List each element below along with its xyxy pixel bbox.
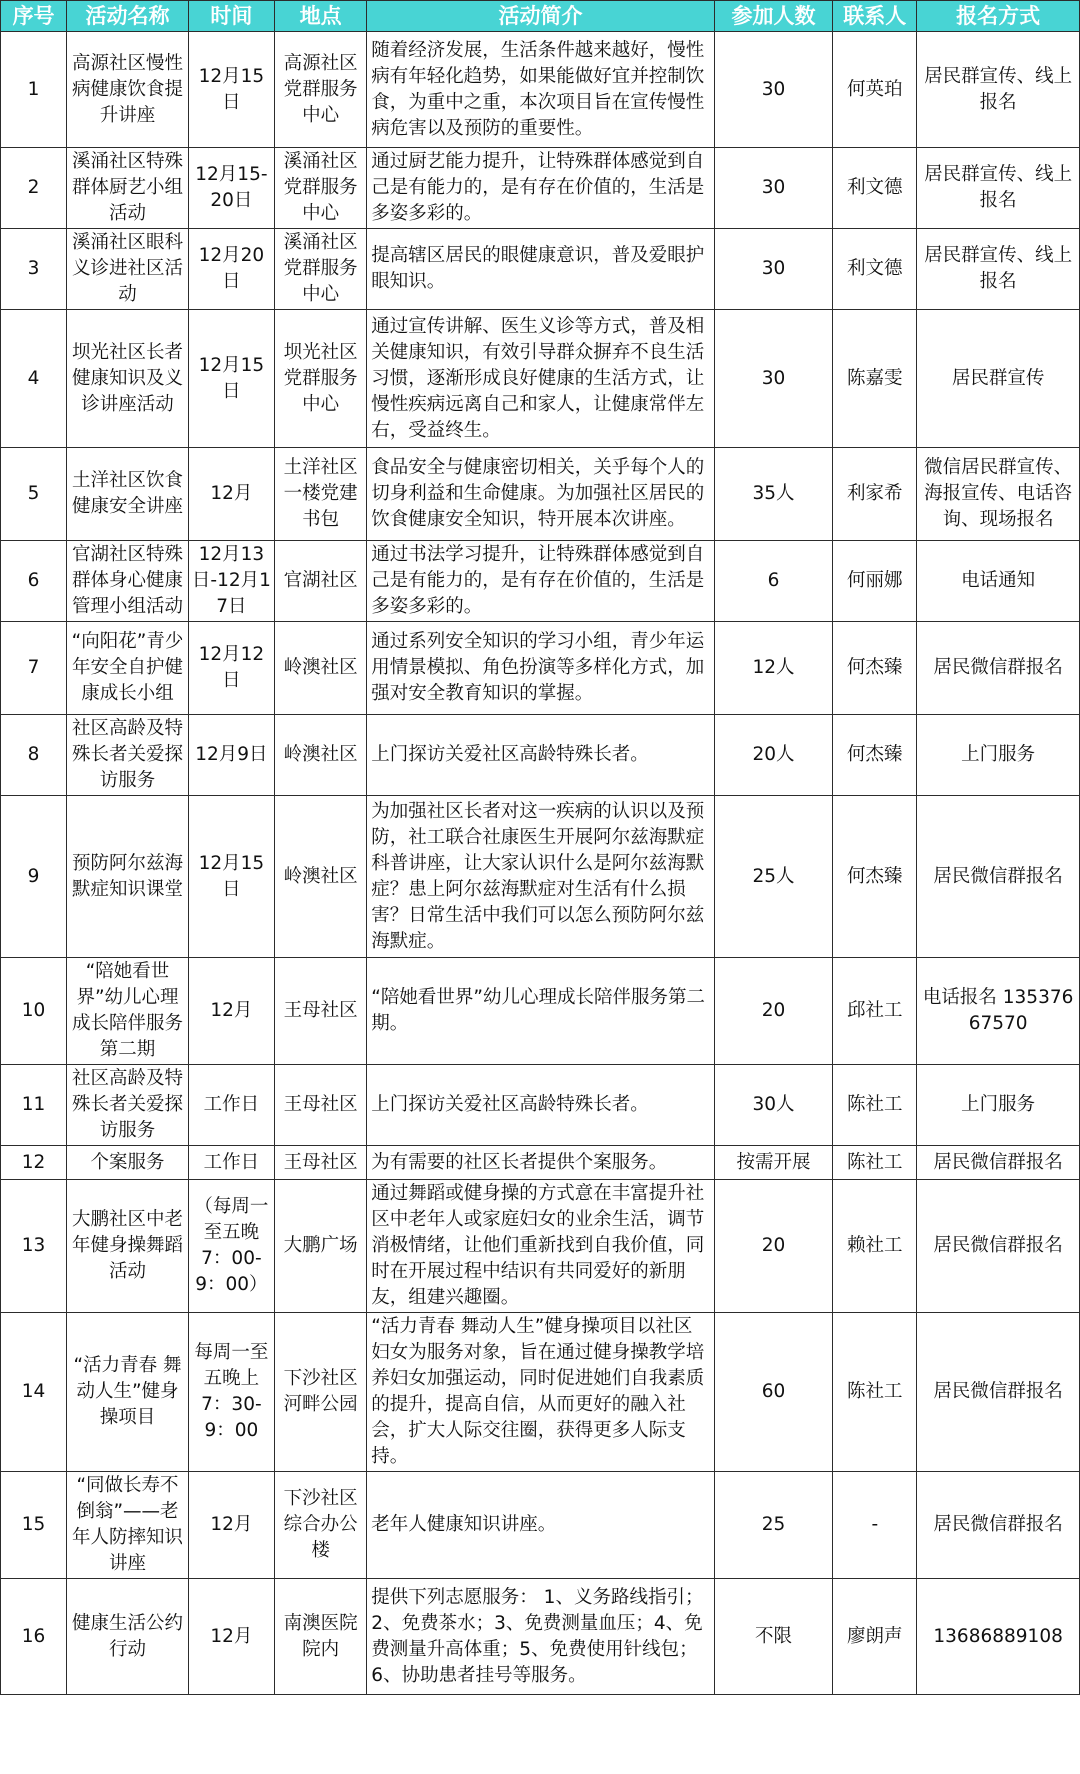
- cell-contact: 陈社工: [833, 1146, 917, 1180]
- cell-no: 7: [1, 622, 67, 715]
- cell-intro: 随着经济发展，生活条件越来越好，慢性病有年轻化趋势，如果能做好宜并控制饮食，为重中之重，本次项目旨在宣传慢性病危害以及预防的重要性。: [367, 32, 714, 148]
- table-row: [1, 958, 1080, 1065]
- cell-count: 20: [714, 1180, 833, 1313]
- cell-name: 健康生活公约行动: [67, 1579, 189, 1695]
- table-row: [1, 715, 1080, 796]
- cell-time: 12月13日-12月17日: [188, 541, 274, 622]
- cell-time: （每周一至五晚7：00-9：00）: [188, 1180, 274, 1313]
- cell-no: 3: [1, 229, 67, 310]
- cell-name: “活力青春 舞动人生”健身操项目: [67, 1313, 189, 1472]
- cell-signup: 居民微信群报名: [917, 796, 1080, 958]
- cell-count: 20人: [714, 715, 833, 796]
- col-header-count: 参加人数: [714, 1, 833, 32]
- cell-signup: 居民微信群报名: [917, 1146, 1080, 1180]
- cell-contact: -: [833, 1472, 917, 1579]
- cell-count: 25人: [714, 796, 833, 958]
- cell-intro: 通过宣传讲解、医生义诊等方式，普及相关健康知识，有效引导群众摒弃不良生活习惯，逐渐形成良好健康的生活方式，让慢性疾病远离自己和家人，让健康常伴左右，受益终生。: [367, 310, 714, 448]
- cell-signup: 上门服务: [917, 715, 1080, 796]
- cell-no: 2: [1, 148, 67, 229]
- cell-name: 坝光社区长者健康知识及义诊讲座活动: [67, 310, 189, 448]
- cell-count: 20: [714, 958, 833, 1065]
- table-body: [1, 32, 1080, 1695]
- cell-intro: 为加强社区长者对这一疾病的认识以及预防，社工联合社康医生开展阿尔兹海默症科普讲座，让大家认识什么是阿尔兹海默症？患上阿尔兹海默症对生活有什么损害？日常生活中我们可以怎么预防阿尔兹海默症。: [367, 796, 714, 958]
- cell-count: 30: [714, 148, 833, 229]
- cell-no: 6: [1, 541, 67, 622]
- col-header-contact: 联系人: [833, 1, 917, 32]
- cell-signup: 居民微信群报名: [917, 1180, 1080, 1313]
- cell-name: 预防阿尔兹海默症知识课堂: [67, 796, 189, 958]
- col-header-place: 地点: [274, 1, 366, 32]
- cell-no: 15: [1, 1472, 67, 1579]
- cell-place: 坝光社区党群服务中心: [274, 310, 366, 448]
- cell-signup: 居民微信群报名: [917, 622, 1080, 715]
- table-row: [1, 622, 1080, 715]
- cell-place: 岭澳社区: [274, 715, 366, 796]
- cell-place: 高源社区党群服务中心: [274, 32, 366, 148]
- cell-signup: 电话报名 13537667570: [917, 958, 1080, 1065]
- cell-name: 溪涌社区眼科义诊进社区活动: [67, 229, 189, 310]
- cell-place: 大鹏广场: [274, 1180, 366, 1313]
- table-row: [1, 148, 1080, 229]
- table-row: [1, 448, 1080, 541]
- cell-count: 25: [714, 1472, 833, 1579]
- table-header-row: [1, 1, 1080, 32]
- cell-no: 11: [1, 1065, 67, 1146]
- cell-intro: 通过厨艺能力提升，让特殊群体感觉到自己是有能力的，是有存在价值的，生活是多姿多彩的。: [367, 148, 714, 229]
- cell-contact: 陈社工: [833, 1313, 917, 1472]
- cell-count: 6: [714, 541, 833, 622]
- table-row: [1, 1313, 1080, 1472]
- cell-count: 30人: [714, 1065, 833, 1146]
- cell-intro: “陪她看世界”幼儿心理成长陪伴服务第二期。: [367, 958, 714, 1065]
- cell-place: 南澳医院院内: [274, 1579, 366, 1695]
- table-row: [1, 310, 1080, 448]
- cell-name: “陪她看世界”幼儿心理成长陪伴服务第二期: [67, 958, 189, 1065]
- cell-intro: 提供下列志愿服务： 1、义务路线指引；2、免费茶水；3、免费测量血压；4、免费测量升高体重；5、免费使用针线包；6、协助患者挂号等服务。: [367, 1579, 714, 1695]
- cell-signup: 居民微信群报名: [917, 1313, 1080, 1472]
- cell-contact: 陈嘉雯: [833, 310, 917, 448]
- cell-no: 1: [1, 32, 67, 148]
- cell-signup: 居民群宣传: [917, 310, 1080, 448]
- table-row: [1, 32, 1080, 148]
- cell-signup: 居民群宣传、线上报名: [917, 229, 1080, 310]
- cell-count: 30: [714, 229, 833, 310]
- cell-count: 60: [714, 1313, 833, 1472]
- cell-intro: 上门探访关爱社区高龄特殊长者。: [367, 1065, 714, 1146]
- cell-no: 8: [1, 715, 67, 796]
- table-row: [1, 1146, 1080, 1180]
- cell-name: 社区高龄及特殊长者关爱探访服务: [67, 715, 189, 796]
- cell-intro: 通过舞蹈或健身操的方式意在丰富提升社区中老年人或家庭妇女的业余生活，调节消极情绪，让他们重新找到自我价值，同时在开展过程中结识有共同爱好的新朋友，组建兴趣圈。: [367, 1180, 714, 1313]
- cell-count: 不限: [714, 1579, 833, 1695]
- cell-place: 王母社区: [274, 1065, 366, 1146]
- cell-name: 官湖社区特殊群体身心健康管理小组活动: [67, 541, 189, 622]
- cell-time: 12月: [188, 958, 274, 1065]
- cell-contact: 廖朗声: [833, 1579, 917, 1695]
- cell-intro: 提高辖区居民的眼健康意识，普及爱眼护眼知识。: [367, 229, 714, 310]
- cell-contact: 邱社工: [833, 958, 917, 1065]
- cell-place: 官湖社区: [274, 541, 366, 622]
- cell-count: 30: [714, 32, 833, 148]
- cell-place: 下沙社区综合办公楼: [274, 1472, 366, 1579]
- table-row: [1, 229, 1080, 310]
- cell-time: 12月20日: [188, 229, 274, 310]
- cell-contact: 何英珀: [833, 32, 917, 148]
- cell-name: 个案服务: [67, 1146, 189, 1180]
- cell-contact: 利文德: [833, 148, 917, 229]
- cell-no: 4: [1, 310, 67, 448]
- cell-place: 王母社区: [274, 1146, 366, 1180]
- cell-name: 社区高龄及特殊长者关爱探访服务: [67, 1065, 189, 1146]
- col-header-name: 活动名称: [67, 1, 189, 32]
- cell-no: 5: [1, 448, 67, 541]
- cell-intro: 食品安全与健康密切相关，关乎每个人的切身利益和生命健康。为加强社区居民的饮食健康安全知识，特开展本次讲座。: [367, 448, 714, 541]
- cell-count: 30: [714, 310, 833, 448]
- cell-time: 每周一至五晚上7：30-9：00: [188, 1313, 274, 1472]
- cell-time: 12月15-20日: [188, 148, 274, 229]
- cell-count: 35人: [714, 448, 833, 541]
- col-header-time: 时间: [188, 1, 274, 32]
- cell-no: 16: [1, 1579, 67, 1695]
- cell-no: 9: [1, 796, 67, 958]
- table-row: [1, 1065, 1080, 1146]
- cell-signup: 居民微信群报名: [917, 1472, 1080, 1579]
- cell-place: 王母社区: [274, 958, 366, 1065]
- cell-signup: 居民群宣传、线上报名: [917, 32, 1080, 148]
- cell-time: 12月15日: [188, 796, 274, 958]
- cell-time: 工作日: [188, 1065, 274, 1146]
- cell-time: 12月9日: [188, 715, 274, 796]
- cell-place: 溪涌社区党群服务中心: [274, 148, 366, 229]
- cell-signup: 13686889108: [917, 1579, 1080, 1695]
- table-row: [1, 1579, 1080, 1695]
- col-header-signup: 报名方式: [917, 1, 1080, 32]
- table-row: [1, 541, 1080, 622]
- table-row: [1, 796, 1080, 958]
- cell-contact: 何杰臻: [833, 796, 917, 958]
- cell-contact: 陈社工: [833, 1065, 917, 1146]
- cell-time: 12月15日: [188, 32, 274, 148]
- col-header-intro: 活动简介: [367, 1, 714, 32]
- table-row: [1, 1180, 1080, 1313]
- cell-count: 按需开展: [714, 1146, 833, 1180]
- cell-time: 12月: [188, 1579, 274, 1695]
- col-header-no: 序号: [1, 1, 67, 32]
- table-row: [1, 1472, 1080, 1579]
- cell-place: 岭澳社区: [274, 622, 366, 715]
- cell-time: 12月12日: [188, 622, 274, 715]
- cell-intro: “活力青春 舞动人生”健身操项目以社区妇女为服务对象，旨在通过健身操教学培养妇女加强运动，同时促进她们自我素质的提升，提高自信，从而更好的融入社会，扩大人际交往圈，获得更多人际支持。: [367, 1313, 714, 1472]
- cell-no: 12: [1, 1146, 67, 1180]
- cell-contact: 利家希: [833, 448, 917, 541]
- cell-intro: 通过书法学习提升，让特殊群体感觉到自己是有能力的，是有存在价值的，生活是多姿多彩的。: [367, 541, 714, 622]
- cell-time: 12月: [188, 448, 274, 541]
- cell-signup: 微信居民群宣传、海报宣传、电话咨询、现场报名: [917, 448, 1080, 541]
- cell-name: 大鹏社区中老年健身操舞蹈活动: [67, 1180, 189, 1313]
- cell-contact: 利文德: [833, 229, 917, 310]
- cell-signup: 居民群宣传、线上报名: [917, 148, 1080, 229]
- cell-intro: 通过系列安全知识的学习小组，青少年运用情景模拟、角色扮演等多样化方式，加强对安全教育知识的掌握。: [367, 622, 714, 715]
- cell-intro: 为有需要的社区长者提供个案服务。: [367, 1146, 714, 1180]
- cell-time: 12月: [188, 1472, 274, 1579]
- cell-no: 14: [1, 1313, 67, 1472]
- cell-place: 岭澳社区: [274, 796, 366, 958]
- cell-time: 工作日: [188, 1146, 274, 1180]
- cell-time: 12月15日: [188, 310, 274, 448]
- cell-name: 土洋社区饮食健康安全讲座: [67, 448, 189, 541]
- cell-intro: 上门探访关爱社区高龄特殊长者。: [367, 715, 714, 796]
- cell-contact: 赖社工: [833, 1180, 917, 1313]
- cell-name: 溪涌社区特殊群体厨艺小组活动: [67, 148, 189, 229]
- cell-no: 13: [1, 1180, 67, 1313]
- cell-name: 高源社区慢性病健康饮食提升讲座: [67, 32, 189, 148]
- cell-signup: 上门服务: [917, 1065, 1080, 1146]
- cell-name: “向阳花”青少年安全自护健康成长小组: [67, 622, 189, 715]
- cell-intro: 老年人健康知识讲座。: [367, 1472, 714, 1579]
- cell-place: 下沙社区河畔公园: [274, 1313, 366, 1472]
- cell-place: 溪涌社区党群服务中心: [274, 229, 366, 310]
- cell-contact: 何杰臻: [833, 715, 917, 796]
- cell-name: “同做长寿不倒翁”——老年人防摔知识讲座: [67, 1472, 189, 1579]
- cell-contact: 何丽娜: [833, 541, 917, 622]
- cell-count: 12人: [714, 622, 833, 715]
- cell-place: 土洋社区一楼党建书包: [274, 448, 366, 541]
- cell-signup: 电话通知: [917, 541, 1080, 622]
- cell-contact: 何杰臻: [833, 622, 917, 715]
- cell-no: 10: [1, 958, 67, 1065]
